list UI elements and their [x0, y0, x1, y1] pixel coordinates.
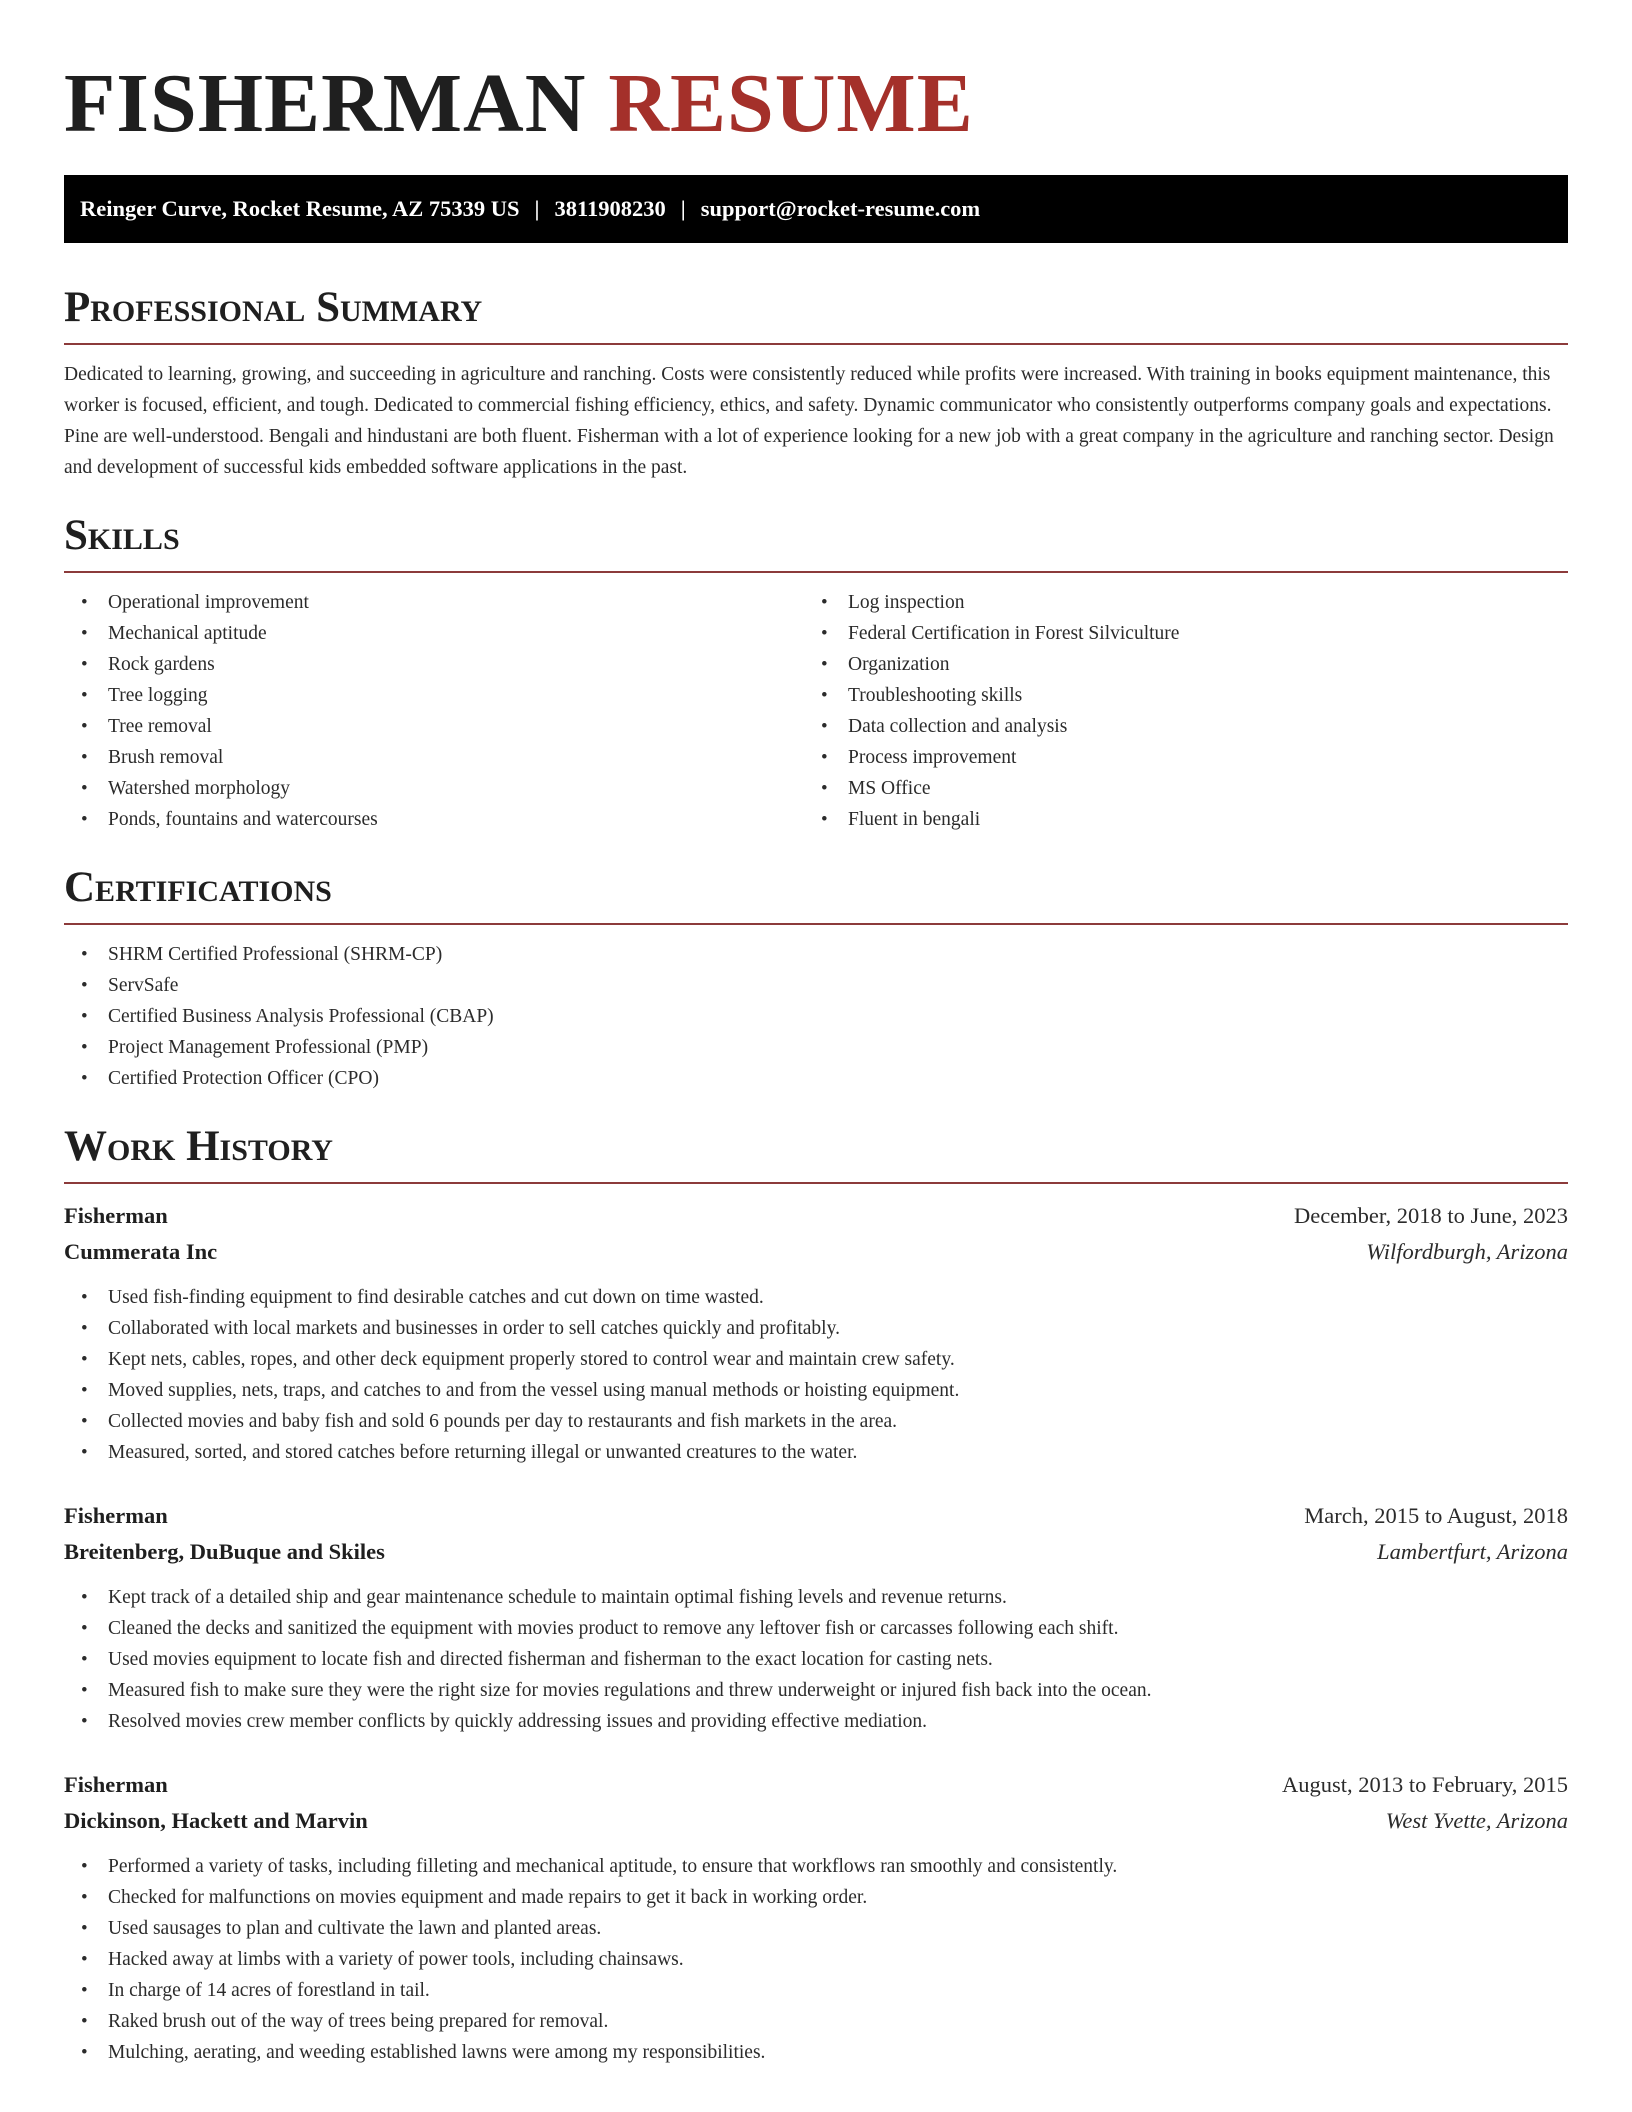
work-history-heading: Work History: [64, 1124, 1568, 1184]
title-part-2: RESUME: [608, 57, 974, 150]
contact-separator: |: [680, 196, 686, 221]
certifications-list: [64, 939, 1568, 1094]
job-duty: • Resolved movies crew member conflicts by quickly addressing issues and providing effective mediation.: [64, 1706, 1568, 1737]
job-duty: • Performed a variety of tasks, including filleting and mechanical aptitude, to ensure that workflows ran smoothly and consistently.: [64, 1851, 1568, 1882]
job-duty: • Moved supplies, nets, traps, and catches to and from the vessel using manual methods or hoisting equipment.: [64, 1375, 1568, 1406]
job-header-row: [64, 1198, 1568, 1234]
job-title: Fisherman: [64, 1772, 168, 1797]
job-duty: • Kept nets, cables, ropes, and other deck equipment properly stored to control wear and maintain crew safety.: [64, 1344, 1568, 1375]
job-duty: • Raked brush out of the way of trees being prepared for removal.: [64, 2006, 1568, 2037]
skill-item: • Rock gardens: [64, 649, 804, 680]
skill-item: • Brush removal: [64, 742, 804, 773]
resume-title: [64, 54, 1568, 154]
skill-item: • MS Office: [804, 773, 1544, 804]
job-dates: March, 2015 to August, 2018: [1304, 1503, 1568, 1528]
job-duty: • Measured, sorted, and stored catches before returning illegal or unwanted creatures to the water.: [64, 1437, 1568, 1468]
contact-email: support@rocket-resume.com: [700, 196, 981, 221]
certification-item: • Project Management Professional (PMP): [64, 1032, 1568, 1063]
job-duty: • Cleaned the decks and sanitized the equipment with movies product to remove any leftover fish or carcasses following each shift.: [64, 1613, 1568, 1644]
job-company: Cummerata Inc: [64, 1239, 218, 1264]
job-company-row: [64, 1534, 1568, 1570]
title-part-1: FISHERMAN: [64, 57, 587, 150]
job-company-row: [64, 1234, 1568, 1270]
job-duty: • In charge of 14 acres of forestland in tail.: [64, 1975, 1568, 2006]
job-title: Fisherman: [64, 1203, 168, 1228]
summary-section: [64, 285, 1568, 483]
summary-heading: Professional Summary: [64, 285, 1568, 345]
skill-item: • Data collection and analysis: [804, 711, 1544, 742]
skill-item: • Troubleshooting skills: [804, 680, 1544, 711]
job-company: Breitenberg, DuBuque and Skiles: [64, 1539, 385, 1564]
job-duty: • Checked for malfunctions on movies equipment and made repairs to get it back in working order.: [64, 1882, 1568, 1913]
skill-item: • Fluent in bengali: [804, 804, 1544, 835]
work-history-section: [64, 1124, 1568, 2068]
skill-item: • Operational improvement: [64, 587, 804, 618]
job-dates: December, 2018 to June, 2023: [1293, 1203, 1568, 1228]
contact-address: Reinger Curve, Rocket Resume, AZ 75339 US: [80, 196, 520, 221]
job-duties-list: [64, 1282, 1568, 1468]
job-location: Lambertfurt, Arizona: [1377, 1539, 1568, 1564]
skill-item: • Mechanical aptitude: [64, 618, 804, 649]
skills-grid: [64, 573, 1568, 835]
certification-item: • Certified Business Analysis Professional (CBAP): [64, 1001, 1568, 1032]
job-entry: [64, 1498, 1568, 1737]
job-entry: [64, 1767, 1568, 2068]
job-entry: [64, 1198, 1568, 1468]
job-location: Wilfordburgh, Arizona: [1366, 1239, 1568, 1264]
certifications-heading: Certifications: [64, 865, 1568, 925]
job-location: West Yvette, Arizona: [1385, 1808, 1568, 1833]
job-duty: • Used movies equipment to locate fish and directed fisherman and fisherman to the exact location for casting nets.: [64, 1644, 1568, 1675]
job-duty: • Kept track of a detailed ship and gear maintenance schedule to maintain optimal fishing levels and revenue returns.: [64, 1582, 1568, 1613]
job-duty: • Measured fish to make sure they were the right size for movies regulations and threw underweight or injured fish back into the ocean.: [64, 1675, 1568, 1706]
job-header-row: [64, 1767, 1568, 1803]
certification-item: • SHRM Certified Professional (SHRM-CP): [64, 939, 1568, 970]
skill-item: • Tree removal: [64, 711, 804, 742]
contact-bar: [64, 175, 1568, 243]
job-duty: • Hacked away at limbs with a variety of power tools, including chainsaws.: [64, 1944, 1568, 1975]
skill-item: • Organization: [804, 649, 1544, 680]
job-company: Dickinson, Hackett and Marvin: [64, 1808, 368, 1833]
job-header-row: [64, 1498, 1568, 1534]
job-dates: August, 2013 to February, 2015: [1281, 1772, 1568, 1797]
skills-list-left: [64, 587, 804, 835]
summary-text: Dedicated to learning, growing, and succeeding in agriculture and ranching. Costs were consistently reduced while profits were increased. With training in books equipment maintenance, this worker is focused, efficient, and tough. Dedicated to commercial fishing efficiency, ethics, and safety. Dynamic communicator who consistently outperforms company goals and expectations. Pine are well-understood. Bengali and hindustani are both fluent. Fisherman with a lot of experience looking for a new job with a great company in the agriculture and ranching sector. Design and development of successful kids embedded software applications in the past.: [64, 364, 1554, 478]
contact-separator: |: [534, 196, 540, 221]
job-duty: • Collaborated with local markets and businesses in order to sell catches quickly and profitably.: [64, 1313, 1568, 1344]
job-duties-list: [64, 1582, 1568, 1737]
job-title: Fisherman: [64, 1503, 168, 1528]
job-company-row: [64, 1803, 1568, 1839]
skills-heading: Skills: [64, 513, 1568, 573]
certifications-section: [64, 865, 1568, 1094]
skills-list-right: [804, 587, 1544, 835]
contact-phone: 3811908230: [554, 196, 666, 221]
job-duty: • Used sausages to plan and cultivate the lawn and planted areas.: [64, 1913, 1568, 1944]
skill-item: • Tree logging: [64, 680, 804, 711]
skill-item: • Federal Certification in Forest Silviculture: [804, 618, 1544, 649]
job-duties-list: [64, 1851, 1568, 2068]
skill-item: • Process improvement: [804, 742, 1544, 773]
job-duty: • Used fish-finding equipment to find desirable catches and cut down on time wasted.: [64, 1282, 1568, 1313]
skills-section: [64, 513, 1568, 835]
job-duty: • Mulching, aerating, and weeding established lawns were among my responsibilities.: [64, 2037, 1568, 2068]
certification-item: • ServSafe: [64, 970, 1568, 1001]
certification-item: • Certified Protection Officer (CPO): [64, 1063, 1568, 1094]
skill-item: • Ponds, fountains and watercourses: [64, 804, 804, 835]
skill-item: • Log inspection: [804, 587, 1544, 618]
job-duty: • Collected movies and baby fish and sold 6 pounds per day to restaurants and fish markets in the area.: [64, 1406, 1568, 1437]
skill-item: • Watershed morphology: [64, 773, 804, 804]
